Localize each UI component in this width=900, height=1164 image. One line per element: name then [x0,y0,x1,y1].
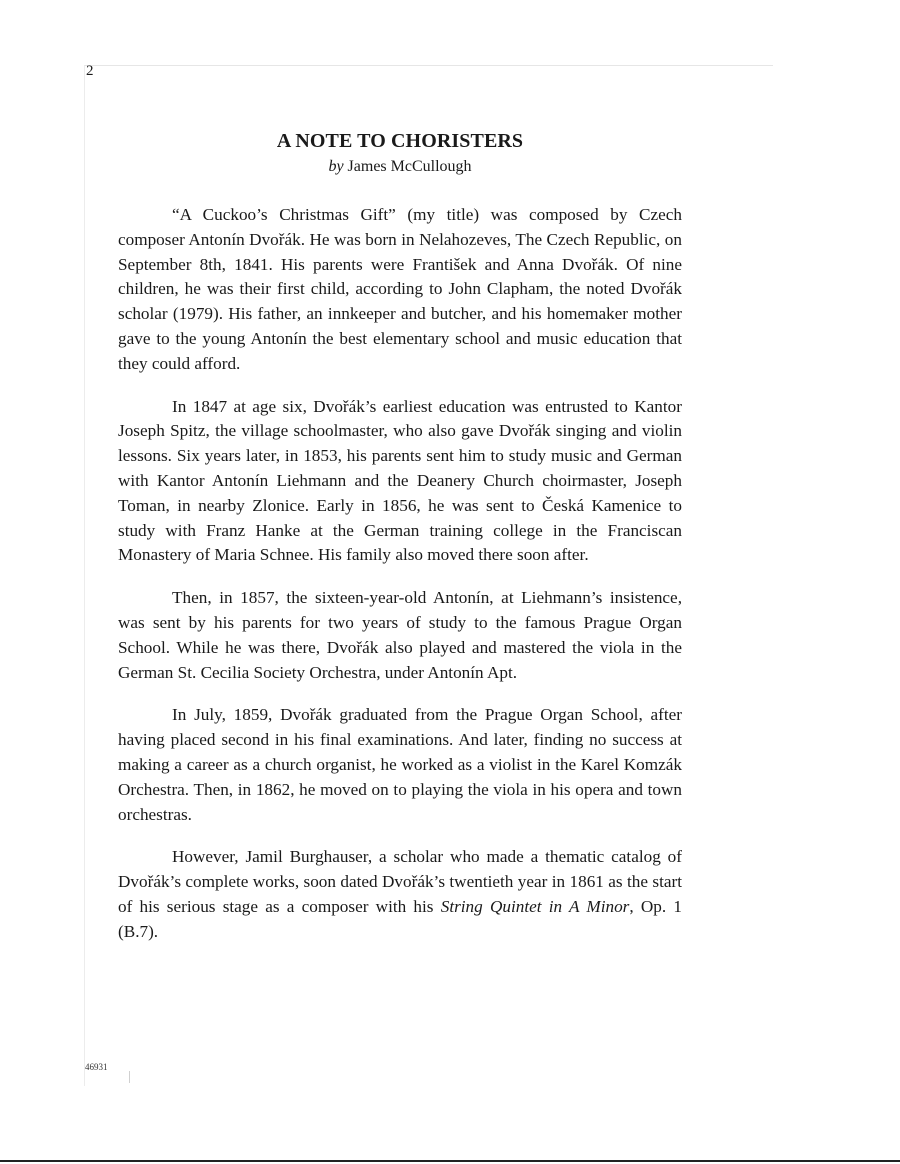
catalog-number: 46931 [85,1062,108,1072]
paragraph-2: In 1847 at age six, Dvořák’s earliest education was entrusted to Kantor Joseph Spitz, the village schoolmaster, who also gave Dvořák singing and violin lessons. Six years later, in 1853, his parents sent him to study music and German with Kantor Antonín Liehmann and the Deanery Church choirmaster, Joseph Toman, in nearby Zlonice. Early in 1856, he was sent to Česká Kamenice to study with Franz Hanke at the German training college in the Franciscan Monastery of Maria Schnee. His family also moved there soon after. [118,396,682,565]
byline [0,156,800,178]
article-body [118,203,682,963]
paragraph-5-text: However, Jamil Burghauser, a scholar who made a thematic catalog of Dvořák’s complete works, soon dated Dvořák’s twentieth year in 1861 as the start of his serious stage as a composer with his [118,847,682,916]
byline-author: James McCullough [347,158,472,175]
page-number: 2 [86,63,94,79]
paragraph-3: Then, in 1857, the sixteen-year-old Antonín, at Liehmann’s insistence, was sent by his parents for two years of study to the famous Prague Organ School. While he was there, Dvořák also played and mastered the viola in the German St. Cecilia Society Orchestra, under Antonín Apt. [118,588,682,682]
page-title: A NOTE TO CHORISTERS [276,130,524,152]
margin-tick [129,1071,130,1083]
byline-prefix: by [328,158,344,175]
paragraph-1: “A Cuckoo’s Christmas Gift” (my title) was composed by Czech composer Antonín Dvořák. He was born in Nelahozeves, The Czech Republic, on September 8th, 1841. His parents were František and Anna Dvořák. Of nine children, he was their first child, according to John Clapham, the noted Dvořák scholar (1979). His father, an innkeeper and butcher, and his homemaker mother gave to the young Antonín the best elementary school and music education that they could afford. [118,205,682,373]
bottom-rule [0,1160,900,1162]
paragraph-5 [118,845,682,944]
paragraph-4: In July, 1859, Dvořák graduated from the Prague Organ School, after having placed second in his final examinations. And later, finding no success at making a career as a church organist, he worked as a violist in the Karel Komzák Orchestra. Then, in 1862, he moved on to playing the viola in his opera and town orchestras. [118,705,682,824]
work-suffix: , Op. 1 (B.7). [118,896,682,941]
work-title: String Quintet in A Minor [440,896,630,916]
